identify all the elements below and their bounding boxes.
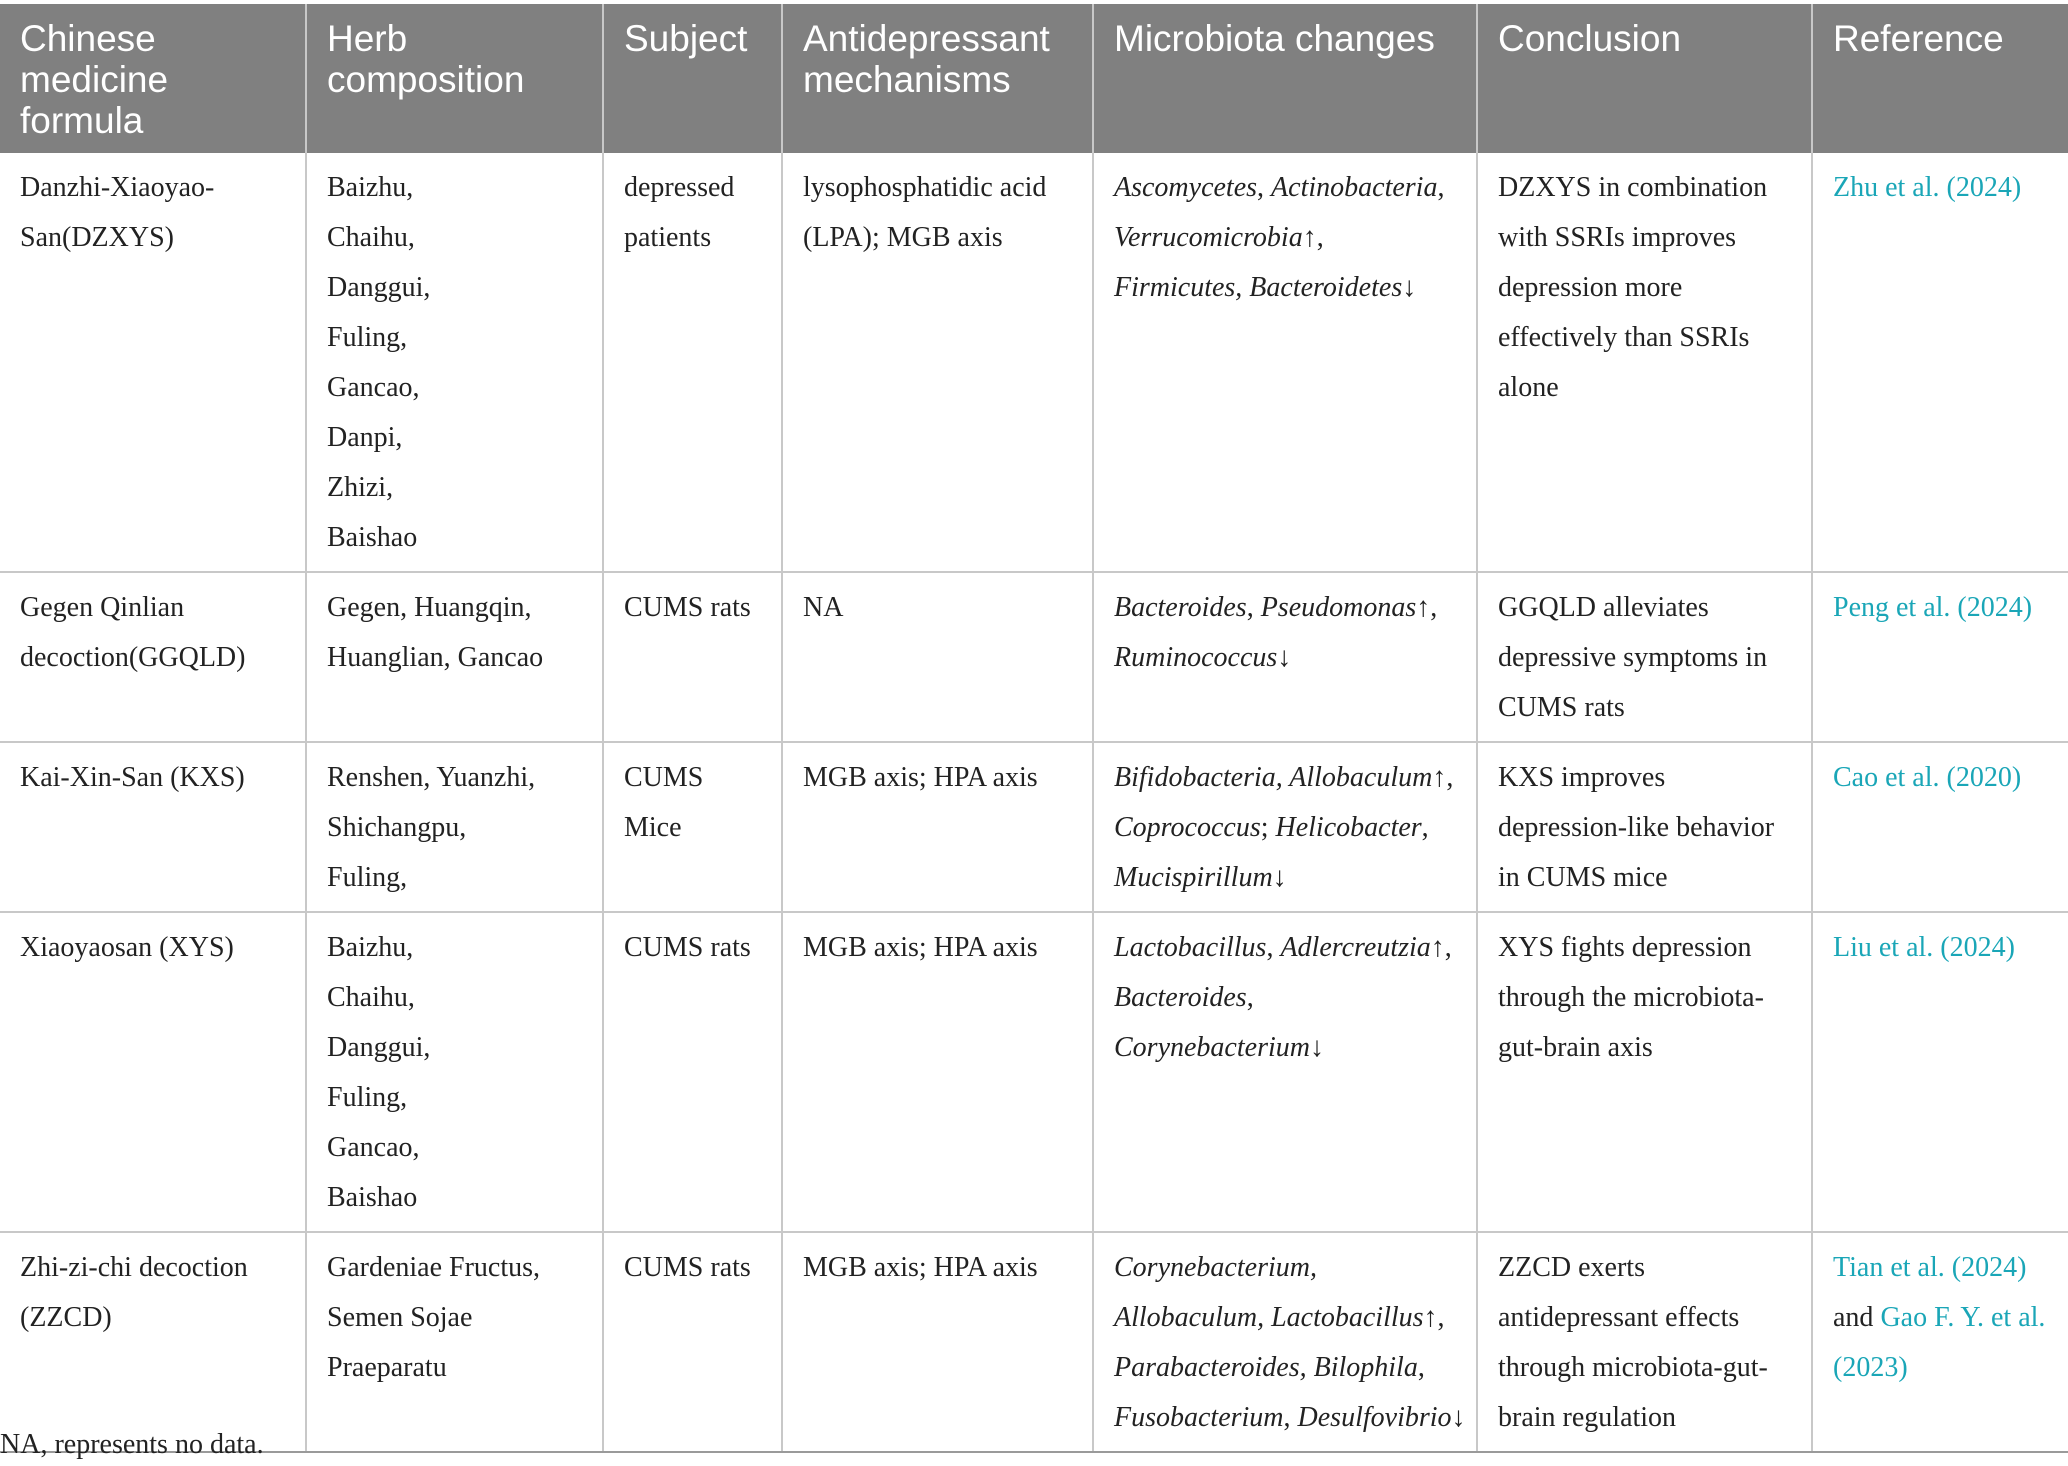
formula-cell: [0, 742, 306, 912]
header-subject: [603, 4, 782, 153]
conclusion-line: through the microbiota-: [1498, 982, 1764, 1013]
taxon-name: Adlercreutzia: [1280, 932, 1431, 963]
conclusion-cell: [1477, 912, 1812, 1232]
header-mechanisms: [782, 4, 1093, 153]
header-text-line: Microbiota changes: [1114, 18, 1435, 59]
mechanism-line: NA: [803, 592, 844, 623]
reference-line: [1833, 1293, 2048, 1343]
formula-cell: [0, 912, 306, 1232]
herb-line: Fuling,: [327, 862, 408, 893]
taxon-name: Parabacteroides, Bilophila: [1114, 1352, 1418, 1383]
reference-link[interactable]: Zhu et al. (2024): [1833, 172, 2022, 203]
herb-composition-cell: [306, 153, 603, 572]
subject-cell: [603, 153, 782, 572]
herb-line: Semen Sojae: [327, 1302, 473, 1333]
header-microbiota: [1093, 4, 1477, 153]
conclusion-cell: [1477, 1232, 1812, 1452]
conclusion-line: GGQLD alleviates: [1498, 592, 1709, 623]
header-text-line: mechanisms: [803, 59, 1011, 100]
microbiota-line: [1114, 1293, 1456, 1343]
microbiota-line: [1114, 803, 1456, 853]
header-text-line: Herb: [327, 18, 408, 59]
herb-line: Huanglian, Gancao: [327, 642, 544, 673]
taxon-name: Helicobacter: [1275, 812, 1422, 843]
taxon-name: Coprococcus: [1114, 812, 1261, 843]
reference-text: and: [1833, 1302, 1881, 1333]
header-text-line: Reference: [1833, 18, 2004, 59]
conclusion-line: with SSRIs improves: [1498, 222, 1737, 253]
header-text-line: formula: [20, 100, 144, 141]
taxon-name: Desulfovibrio: [1297, 1402, 1452, 1433]
reference-line: [1833, 923, 2048, 973]
subject-line: patients: [624, 222, 712, 253]
subject-line: CUMS: [624, 762, 704, 793]
reference-link[interactable]: (2023): [1833, 1352, 1908, 1383]
herb-composition-cell: [306, 572, 603, 742]
taxon-name: Allobaculum, Lactobacillus: [1114, 1302, 1424, 1333]
header-text-line: Chinese: [20, 18, 156, 59]
reference-line: [1833, 163, 2048, 213]
herb-line: Shichangpu,: [327, 812, 467, 843]
microbiota-line: [1114, 1023, 1456, 1073]
reference-link[interactable]: Cao et al. (2020): [1833, 762, 2022, 793]
subject-line: CUMS rats: [624, 932, 751, 963]
taxon-punctuation: ,: [1437, 172, 1445, 203]
reference-cell: [1812, 912, 2068, 1232]
taxon-name: Ascomycetes: [1114, 172, 1258, 203]
table-row: [0, 742, 2068, 912]
formula-line: Kai-Xin-San (KXS): [20, 762, 245, 793]
taxon-punctuation: ↓: [1402, 272, 1417, 303]
herb-composition-cell: [306, 1232, 603, 1452]
table-row: [0, 153, 2068, 572]
reference-line: [1833, 1343, 2048, 1393]
mechanisms-cell: [782, 572, 1093, 742]
microbiota-line: [1114, 163, 1456, 213]
conclusion-line: brain regulation: [1498, 1402, 1677, 1433]
reference-line: [1833, 1243, 2048, 1293]
taxon-punctuation: ↑,: [1430, 932, 1452, 963]
microbiota-line: [1114, 753, 1456, 803]
conclusion-cell: [1477, 153, 1812, 572]
header-text-line: Conclusion: [1498, 18, 1682, 59]
conclusion-line: KXS improves: [1498, 762, 1666, 793]
conclusion-line: gut-brain axis: [1498, 1032, 1653, 1063]
conclusion-line: depression more: [1498, 272, 1683, 303]
herb-line: Baishao: [327, 522, 418, 553]
microbiota-line: [1114, 853, 1456, 903]
taxon-punctuation: ,: [1266, 932, 1281, 963]
herb-line: Zhizi,: [327, 472, 394, 503]
microbiota-line: [1114, 213, 1456, 263]
conclusion-line: CUMS rats: [1498, 692, 1625, 723]
reference-line: [1833, 583, 2048, 633]
taxon-name: Bifidobacteria, Allobaculum: [1114, 762, 1433, 793]
formula-cell: [0, 153, 306, 572]
header-reference: [1812, 4, 2068, 153]
microbiota-cell: [1093, 572, 1477, 742]
taxon-punctuation: ↑,: [1423, 1302, 1445, 1333]
taxon-punctuation: ↓: [1451, 1402, 1466, 1433]
microbiota-line: [1114, 1343, 1456, 1393]
taxon-name: Mucispirillum: [1114, 862, 1273, 893]
conclusion-cell: [1477, 572, 1812, 742]
taxon-punctuation: ↓: [1309, 1032, 1324, 1063]
header-herb-composition: [306, 4, 603, 153]
herb-line: Fuling,: [327, 322, 408, 353]
herb-line: Praeparatu: [327, 1352, 447, 1383]
header-text-line: Subject: [624, 18, 748, 59]
taxon-name: Bacteroides: [1114, 592, 1247, 623]
mechanisms-cell: [782, 1232, 1093, 1452]
header-text-line: medicine: [20, 59, 169, 100]
conclusion-line: depressive symptoms in: [1498, 642, 1768, 673]
formula-cell: [0, 572, 306, 742]
subject-line: CUMS rats: [624, 592, 751, 623]
mechanisms-cell: [782, 742, 1093, 912]
herb-line: Gancao,: [327, 372, 420, 403]
header-text-line: composition: [327, 59, 525, 100]
herb-line: Gegen, Huangqin,: [327, 592, 532, 623]
header-text-line: Antidepressant: [803, 18, 1050, 59]
conclusion-line: XYS fights depression: [1498, 932, 1752, 963]
taxon-name: Lactobacillus: [1114, 932, 1267, 963]
taxon-punctuation: ,: [1283, 1402, 1298, 1433]
herb-line: Gancao,: [327, 1132, 420, 1163]
formula-line: decoction(GGQLD): [20, 642, 246, 673]
reference-cell: [1812, 572, 2068, 742]
microbiota-line: [1114, 263, 1456, 313]
taxon-punctuation: ↓: [1277, 642, 1292, 673]
taxon-punctuation: ,: [1257, 172, 1272, 203]
taxon-punctuation: ↑,: [1302, 222, 1324, 253]
herb-line: Baizhu,: [327, 932, 414, 963]
taxon-name: Fusobacterium: [1114, 1402, 1284, 1433]
mechanisms-cell: [782, 912, 1093, 1232]
reference-line: [1833, 753, 2048, 803]
herb-line: Danggui,: [327, 272, 431, 303]
herb-line: Danpi,: [327, 422, 403, 453]
herb-line: Danggui,: [327, 1032, 431, 1063]
subject-cell: [603, 1232, 782, 1452]
header-conclusion: [1477, 4, 1812, 153]
taxon-punctuation: ,: [1421, 812, 1429, 843]
taxon-punctuation: ↓: [1272, 862, 1287, 893]
microbiota-cell: [1093, 1232, 1477, 1452]
taxon-name: Corynebacterium: [1114, 1032, 1310, 1063]
reference-link[interactable]: Peng et al. (2024): [1833, 592, 2033, 623]
formula-line: (ZZCD): [20, 1302, 112, 1333]
formula-line: Xiaoyaosan (XYS): [20, 932, 234, 963]
herb-line: Fuling,: [327, 1082, 408, 1113]
taxon-name: Ruminococcus: [1114, 642, 1278, 673]
table-footnote: NA, represents no data.: [0, 1429, 264, 1460]
taxon-punctuation: ,: [1246, 982, 1254, 1013]
microbiota-cell: [1093, 153, 1477, 572]
conclusion-line: through microbiota-gut-: [1498, 1352, 1768, 1383]
microbiota-line: [1114, 923, 1456, 973]
formula-line: Danzhi-Xiaoyao-: [20, 172, 215, 203]
formula-cell: [0, 1232, 306, 1452]
formula-line: Gegen Qinlian: [20, 592, 185, 623]
herb-line: Chaihu,: [327, 982, 415, 1013]
taxon-punctuation: ;: [1260, 812, 1276, 843]
herb-line: Renshen, Yuanzhi,: [327, 762, 536, 793]
herb-line: Chaihu,: [327, 222, 415, 253]
mechanism-line: lysophosphatidic acid: [803, 172, 1047, 203]
taxon-punctuation: ↑,: [1432, 762, 1454, 793]
conclusion-line: ZZCD exerts: [1498, 1252, 1645, 1283]
microbiota-cell: [1093, 912, 1477, 1232]
conclusion-line: DZXYS in combination: [1498, 172, 1768, 203]
table-row: [0, 1232, 2068, 1452]
conclusion-line: in CUMS mice: [1498, 862, 1668, 893]
taxon-name: Verrucomicrobia: [1114, 222, 1303, 253]
subject-line: depressed: [624, 172, 735, 203]
taxon-name: Pseudomonas: [1260, 592, 1417, 623]
conclusion-cell: [1477, 742, 1812, 912]
microbiota-cell: [1093, 742, 1477, 912]
table-row: [0, 912, 2068, 1232]
subject-line: CUMS rats: [624, 1252, 751, 1283]
reference-cell: [1812, 742, 2068, 912]
table-row: [0, 572, 2068, 742]
mechanisms-cell: [782, 153, 1093, 572]
mechanism-line: MGB axis; HPA axis: [803, 762, 1038, 793]
reference-cell: [1812, 1232, 2068, 1452]
taxon-name: Actinobacteria: [1271, 172, 1438, 203]
taxon-name: Bacteroides: [1114, 982, 1247, 1013]
taxon-name: Firmicutes, Bacteroidetes: [1114, 272, 1403, 303]
subject-cell: [603, 572, 782, 742]
reference-link[interactable]: Liu et al. (2024): [1833, 932, 2015, 963]
mechanism-line: (LPA); MGB axis: [803, 222, 1003, 253]
reference-cell: [1812, 153, 2068, 572]
conclusion-line: effectively than SSRIs: [1498, 322, 1750, 353]
taxon-name: Corynebacterium,: [1114, 1252, 1317, 1283]
reference-link[interactable]: Tian et al. (2024): [1833, 1252, 2027, 1283]
conclusion-line: alone: [1498, 372, 1559, 403]
microbiota-line: [1114, 583, 1456, 633]
microbiota-line: [1114, 633, 1456, 683]
taxon-punctuation: ,: [1246, 592, 1261, 623]
reference-link[interactable]: Gao F. Y. et al.: [1880, 1302, 2046, 1333]
taxon-punctuation: ,: [1417, 1352, 1425, 1383]
herb-line: Baishao: [327, 1182, 418, 1213]
herb-line: Gardeniae Fructus,: [327, 1252, 541, 1283]
subject-cell: [603, 742, 782, 912]
formula-line: Zhi-zi-chi decoction: [20, 1252, 248, 1283]
conclusion-line: antidepressant effects: [1498, 1302, 1740, 1333]
microbiota-line: [1114, 973, 1456, 1023]
conclusion-line: depression-like behavior: [1498, 812, 1775, 843]
taxon-punctuation: ↑,: [1416, 592, 1438, 623]
data-table: [0, 4, 2068, 1453]
formula-line: San(DZXYS): [20, 222, 174, 253]
herb-line: Baizhu,: [327, 172, 414, 203]
mechanism-line: MGB axis; HPA axis: [803, 932, 1038, 963]
microbiota-line: [1114, 1393, 1466, 1443]
subject-line: Mice: [624, 812, 682, 843]
herb-composition-cell: [306, 742, 603, 912]
header-row: [0, 4, 2068, 153]
header-formula: [0, 4, 306, 153]
mechanism-line: MGB axis; HPA axis: [803, 1252, 1038, 1283]
subject-cell: [603, 912, 782, 1232]
microbiota-line: [1114, 1243, 1456, 1293]
herb-composition-cell: [306, 912, 603, 1232]
table-body: [0, 153, 2068, 1452]
